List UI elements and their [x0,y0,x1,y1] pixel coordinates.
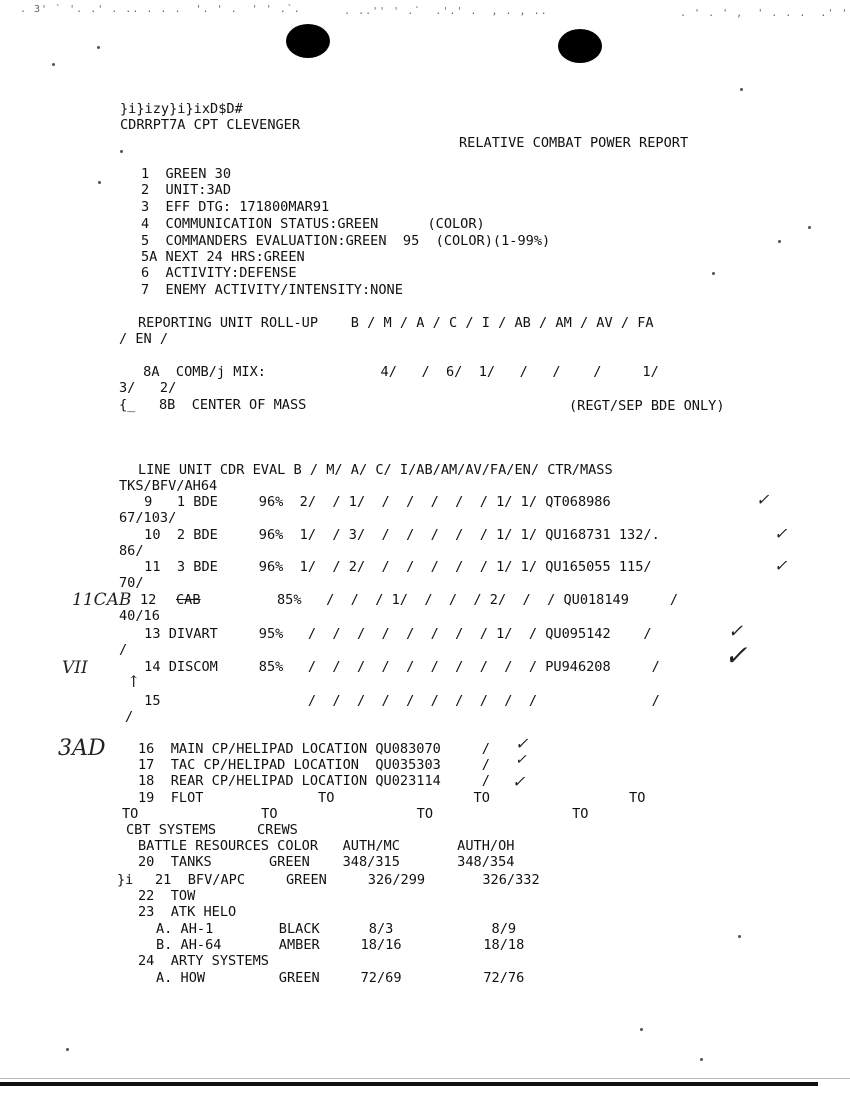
table-row-cont: 86/ [119,543,144,559]
battle-resources-header: BATTLE RESOURCES COLOR AUTH/MC AUTH/OH [138,838,515,854]
location-rear-cp: 18 REAR CP/HELIPAD LOCATION QU023114 / [138,773,490,789]
checkmark: ✓ [756,490,770,509]
scan-specks: . ' . ' , ' . . . .' ' [680,8,849,19]
checkmark: ✓ [724,639,748,672]
checkmark: ✓ [515,752,527,768]
punch-hole-right [558,29,602,63]
resource-row: A. HOW GREEN 72/69 72/76 [156,970,525,986]
item-3: 3 EFF DTG: 171800MAR91 [141,199,330,215]
resource-row: A. AH-1 BLACK 8/3 8/9 [156,921,517,937]
rollup-header: REPORTING UNIT ROLL-UP B / M / A / C / I / AB / AM / AV / FA [138,315,654,331]
table-row: 13 DIVART 95% / / / / / / / / 1/ / QU095142 / [136,626,652,642]
table-row-cont: 67/103/ [119,510,177,526]
table-row: 85% / / / 1/ / / / 2/ / / QU018149 / [277,592,679,608]
scan-edge-bar [0,1082,818,1086]
table-row: 14 DISCOM 85% / / / / / / / / / / PU946208 / [136,659,660,675]
table-row: 11 3 BDE 96% 1/ / 2/ / / / / / 1/ 1/ QU165055 115/ [136,559,652,575]
table-row-cont: 40/16 [119,608,160,624]
row-12-unit: CAB [176,592,201,608]
handwritten-margin-note: 11CAB [72,590,132,610]
center-of-mass-label: 8B CENTER OF MASS [159,397,307,413]
scan-speck [66,1048,69,1051]
header-author-line: CDRRPT7A CPT CLEVENGER [120,117,301,133]
resource-row: 23 ATK HELO [138,904,237,920]
item-4: 4 COMMUNICATION STATUS:GREEN (COLOR) [141,216,485,232]
table-row: 9 1 BDE 96% 2/ / 1/ / / / / / 1/ 1/ QT068986 [136,494,611,510]
checkmark: ✓ [515,734,529,753]
item-7: 7 ENEMY ACTIVITY/INTENSITY:NONE [141,282,403,298]
handwritten-margin-note: VII [62,658,88,678]
resource-row: 24 ARTY SYSTEMS [138,953,269,969]
line-units-header: LINE UNIT CDR EVAL B / M/ A/ C/ I/AB/AM/AV/FA/EN/ CTR/MASS [138,462,613,478]
location-flot: 19 FLOT TO TO TO [138,790,646,806]
resource-row-prefix: }i [117,872,134,888]
item-1: 1 GREEN 30 [141,166,232,182]
scan-speck [740,88,743,91]
line-units-subheader: TKS/BFV/AH64 [119,478,218,494]
scan-speck [808,226,811,229]
table-row: 10 2 BDE 96% 1/ / 3/ / / / / / 1/ 1/ QU168731 132/. [136,527,660,543]
location-flot-cont: TO TO TO TO [122,806,589,822]
location-tac-cp: 17 TAC CP/HELIPAD LOCATION QU035303 / [138,757,490,773]
item-5: 5 COMMANDERS EVALUATION:GREEN 95 (COLOR)(1-99%) [141,233,551,249]
scan-speck [120,150,123,153]
cbt-systems-header: CBT SYSTEMS CREWS [126,822,298,838]
item-2: 2 UNIT:3AD [141,182,232,198]
scan-speck [738,935,741,938]
resource-row: 22 TOW [138,888,196,904]
scan-specks: . 3' ` '. .' . .. . . . '. ' . ' ' .`. [20,4,301,15]
item-6: 6 ACTIVITY:DEFENSE [141,265,297,281]
comb-mix-row: 8A COMB/j MIX: 4/ / 6/ 1/ / / / 1/ [135,364,659,380]
resource-row: 21 BFV/APC GREEN 326/299 326/332 [155,872,540,888]
checkmark: ✓ [774,524,788,543]
handwritten-arrow: ↑ [127,672,141,691]
scan-speck [98,181,101,184]
checkmark: ✓ [512,772,526,791]
item-5a: 5A NEXT 24 HRS:GREEN [141,249,305,265]
report-title: RELATIVE COMBAT POWER REPORT [459,135,689,151]
scan-edge [0,1078,850,1079]
scan-specks: . ..'' ' .` .'.' . , . , .. [330,6,548,17]
comb-mix-row-cont: 3/ 2/ [119,380,177,396]
table-row-cont: / [125,709,134,725]
rollup-header-cont: / EN / [119,331,169,347]
scan-speck [712,272,715,275]
center-of-mass-note: (REGT/SEP BDE ONLY) [569,398,725,414]
row-12-number: 12 [140,592,157,608]
scan-speck [97,46,100,49]
checkmark: ✓ [774,556,788,575]
table-row: 15 / / / / / / / / / / / [136,693,660,709]
checkmark: ✓ [728,621,744,642]
center-of-mass-prefix: {_ [119,397,136,413]
table-row-cont: / [119,642,128,658]
scan-speck [52,63,55,66]
handwritten-unit-note: 3AD [58,736,106,761]
resource-row: 20 TANKS GREEN 348/315 348/354 [138,854,515,870]
punch-hole-left [286,24,330,58]
location-main-cp: 16 MAIN CP/HELIPAD LOCATION QU083070 / [138,741,490,757]
header-code-line: }i}izy}i}ixD$D# [120,101,243,117]
table-row-cont: 70/ [119,575,144,591]
scan-speck [640,1028,643,1031]
scan-speck [778,240,781,243]
scan-speck [700,1058,703,1061]
resource-row: B. AH-64 AMBER 18/16 18/18 [156,937,525,953]
